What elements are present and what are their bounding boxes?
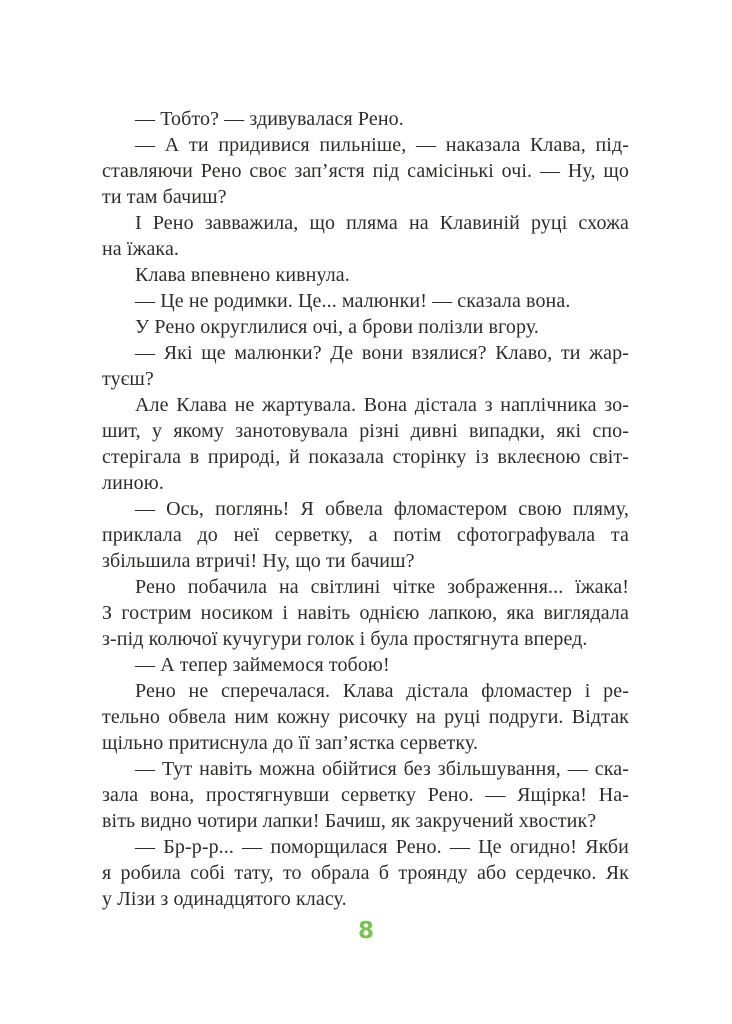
body-text <box>102 106 629 912</box>
paragraph <box>102 314 629 340</box>
text-line: — Бр-р-р... — поморщилася Рено. — Це огидно! Якби <box>135 836 629 858</box>
text-line: — Ось, поглянь! Я обвела фломастером свою пляму, <box>135 498 629 520</box>
text-line: тельно обвела ним кожну рисочку на руці подруги. Відтак <box>102 706 629 728</box>
text-line: ставляючи Рено своє зап’ястя під самісінькі очі. — Ну, що <box>102 160 629 182</box>
paragraph <box>102 132 629 210</box>
paragraph <box>102 678 629 756</box>
text-line: туєш? <box>102 368 154 390</box>
page-number: 8 <box>357 918 374 944</box>
text-line: — Тут навіть можна обійтися без збільшування, — ска- <box>135 758 629 780</box>
text-line: У Рено округлилися очі, а брови полізли вгору. <box>135 316 540 338</box>
paragraph <box>102 496 629 574</box>
text-line: збільшила втричі! Ну, що ти бачиш? <box>102 550 415 572</box>
paragraph <box>102 392 629 496</box>
paragraph <box>102 106 629 132</box>
text-line: линою. <box>102 472 164 494</box>
paragraph <box>102 210 629 262</box>
text-line: з-під колючої кучугури голок і була простягнута вперед. <box>102 628 588 650</box>
text-line: І Рено завважила, що пляма на Клавиній руці схожа <box>135 212 629 234</box>
text-line: — Тобто? — здивувалася Рено. <box>135 108 404 130</box>
text-line: Рено побачила на світлині чітке зображення... їжака! <box>135 576 629 598</box>
text-line: — Це не родимки. Це... малюнки! — сказала вона. <box>135 290 571 312</box>
paragraph <box>102 288 629 314</box>
text-line: шит, у якому занотовувала різні дивні випадки, які спо- <box>102 420 629 442</box>
paragraph <box>102 834 629 912</box>
text-line: приклала до неї серветку, а потім сфотографувала та <box>102 524 629 546</box>
text-line: зала вона, простягнувши серветку Рено. — Ящірка! На- <box>102 784 629 806</box>
text-line: — Які ще малюнки? Де вони взялися? Клаво, ти жар- <box>135 342 629 364</box>
paragraph <box>102 340 629 392</box>
text-line: я робила собі тату, то обрала б троянду або сердечко. Як <box>102 862 629 884</box>
text-line: у Лізи з одинадцятого класу. <box>102 888 347 910</box>
paragraph <box>102 652 629 678</box>
text-line: Але Клава не жартувала. Вона дістала з наплічника зо- <box>135 394 629 416</box>
text-line: Рено не сперечалася. Клава дістала фломастер і ре- <box>135 680 629 702</box>
paragraph <box>102 262 629 288</box>
text-line: Клава впевнено кивнула. <box>135 264 350 286</box>
paragraph <box>102 574 629 652</box>
text-line: ти там бачиш? <box>102 186 227 208</box>
text-line: — А ти придивися пильніше, — наказала Клава, під- <box>135 134 629 156</box>
paragraph <box>102 756 629 834</box>
text-line: стерігала в природі, й показала сторінку із вклеєною світ- <box>102 446 629 468</box>
text-line: — А тепер займемося тобою! <box>135 654 390 676</box>
text-line: віть видно чотири лапки! Бачиш, як закручений хвостик? <box>102 810 597 832</box>
text-line: З гострим носиком і навіть однією лапкою, яка виглядала <box>102 602 629 624</box>
text-line: на їжака. <box>102 238 180 260</box>
text-line: щільно притиснула до її зап’ястка серветку. <box>102 732 479 754</box>
